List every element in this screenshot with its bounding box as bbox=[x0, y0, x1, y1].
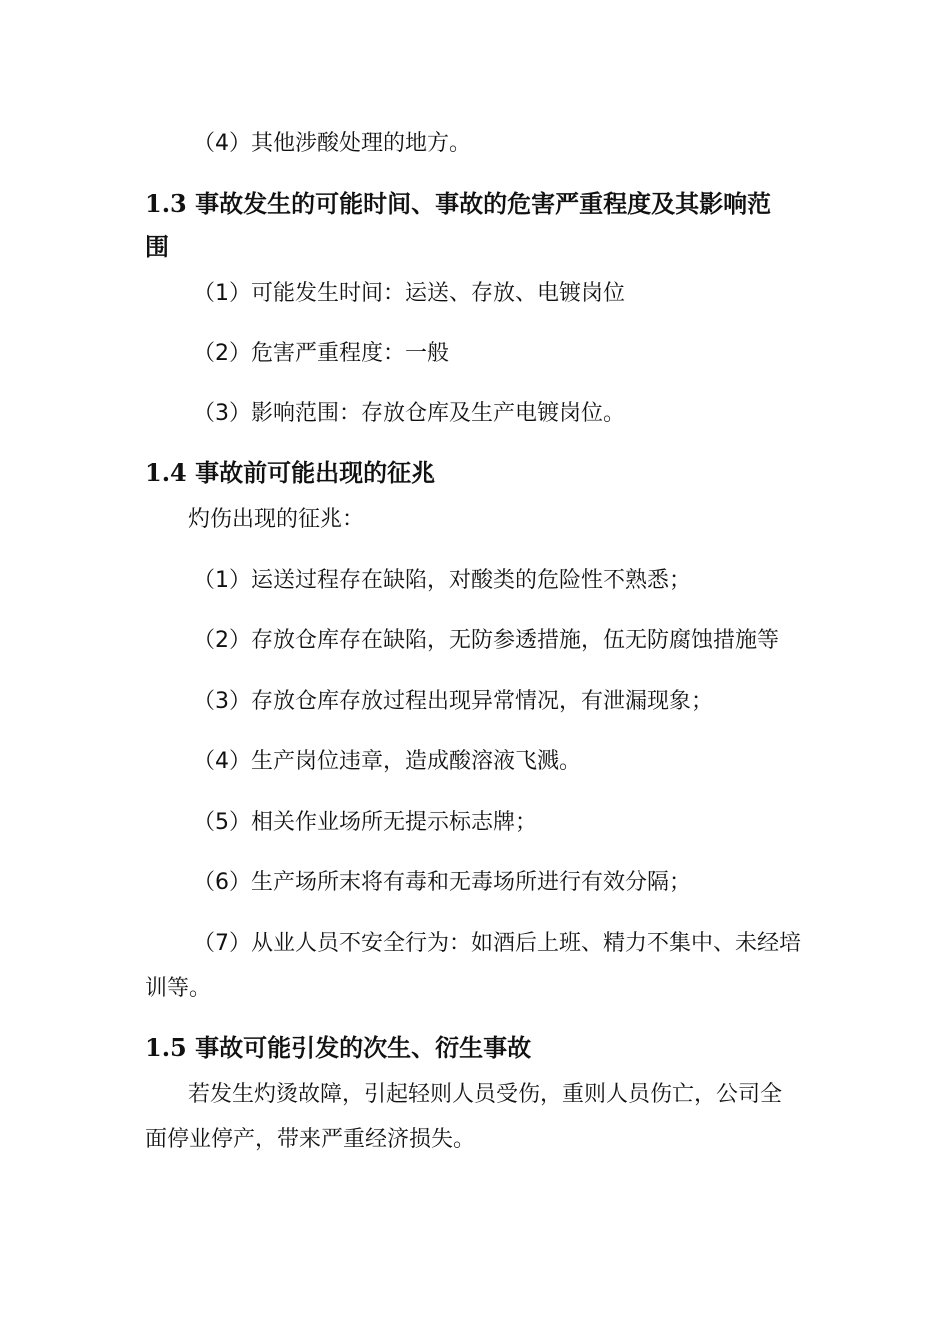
section-1-3-item-1: （1）可能发生时间：运送、存放、电镀岗位 bbox=[193, 281, 625, 306]
item-other-acid-locations: （4）其他涉酸处理的地方。 bbox=[193, 131, 471, 156]
section-1-4-heading: 1.4 事故前可能出现的征兆 bbox=[145, 458, 436, 487]
section-1-4-item-1: （1）运送过程存在缺陷，对酸类的危险性不熟悉； bbox=[193, 568, 691, 593]
section-1-5-paragraph-line1: 若发生灼烫故障，引起轻则人员受伤，重则人员伤亡，公司全 bbox=[188, 1082, 783, 1107]
section-1-4-intro: 灼伤出现的征兆： bbox=[188, 507, 365, 532]
section-1-4-item-6: （6）生产场所末将有毒和无毒场所进行有效分隔； bbox=[193, 870, 691, 895]
section-1-4-item-7-line2: 训等。 bbox=[145, 976, 212, 1001]
section-1-3-heading-line1: 1.3 事故发生的可能时间、事故的危害严重程度及其影响范 bbox=[145, 189, 772, 218]
section-1-3-item-3: （3）影响范围：存放仓库及生产电镀岗位。 bbox=[193, 401, 625, 426]
section-1-3-heading-line2: 围 bbox=[145, 232, 169, 261]
section-1-3-item-2: （2）危害严重程度：一般 bbox=[193, 341, 449, 366]
section-1-4-item-4: （4）生产岗位违章，造成酸溶液飞溅。 bbox=[193, 749, 581, 774]
section-1-4-item-2: （2）存放仓库存在缺陷，无防参透措施，伍无防腐蚀措施等 bbox=[193, 628, 779, 653]
section-1-4-item-5: （5）相关作业场所无提示标志牌； bbox=[193, 810, 537, 835]
section-1-4-item-3: （3）存放仓库存放过程出现异常情况，有泄漏现象； bbox=[193, 689, 713, 714]
section-1-5-heading: 1.5 事故可能引发的次生、衍生事故 bbox=[145, 1033, 532, 1062]
section-1-5-paragraph-line2: 面停业停产，带来严重经济损失。 bbox=[145, 1127, 476, 1152]
section-1-4-item-7-line1: （7）从业人员不安全行为：如酒后上班、精力不集中、未经培 bbox=[193, 931, 801, 956]
